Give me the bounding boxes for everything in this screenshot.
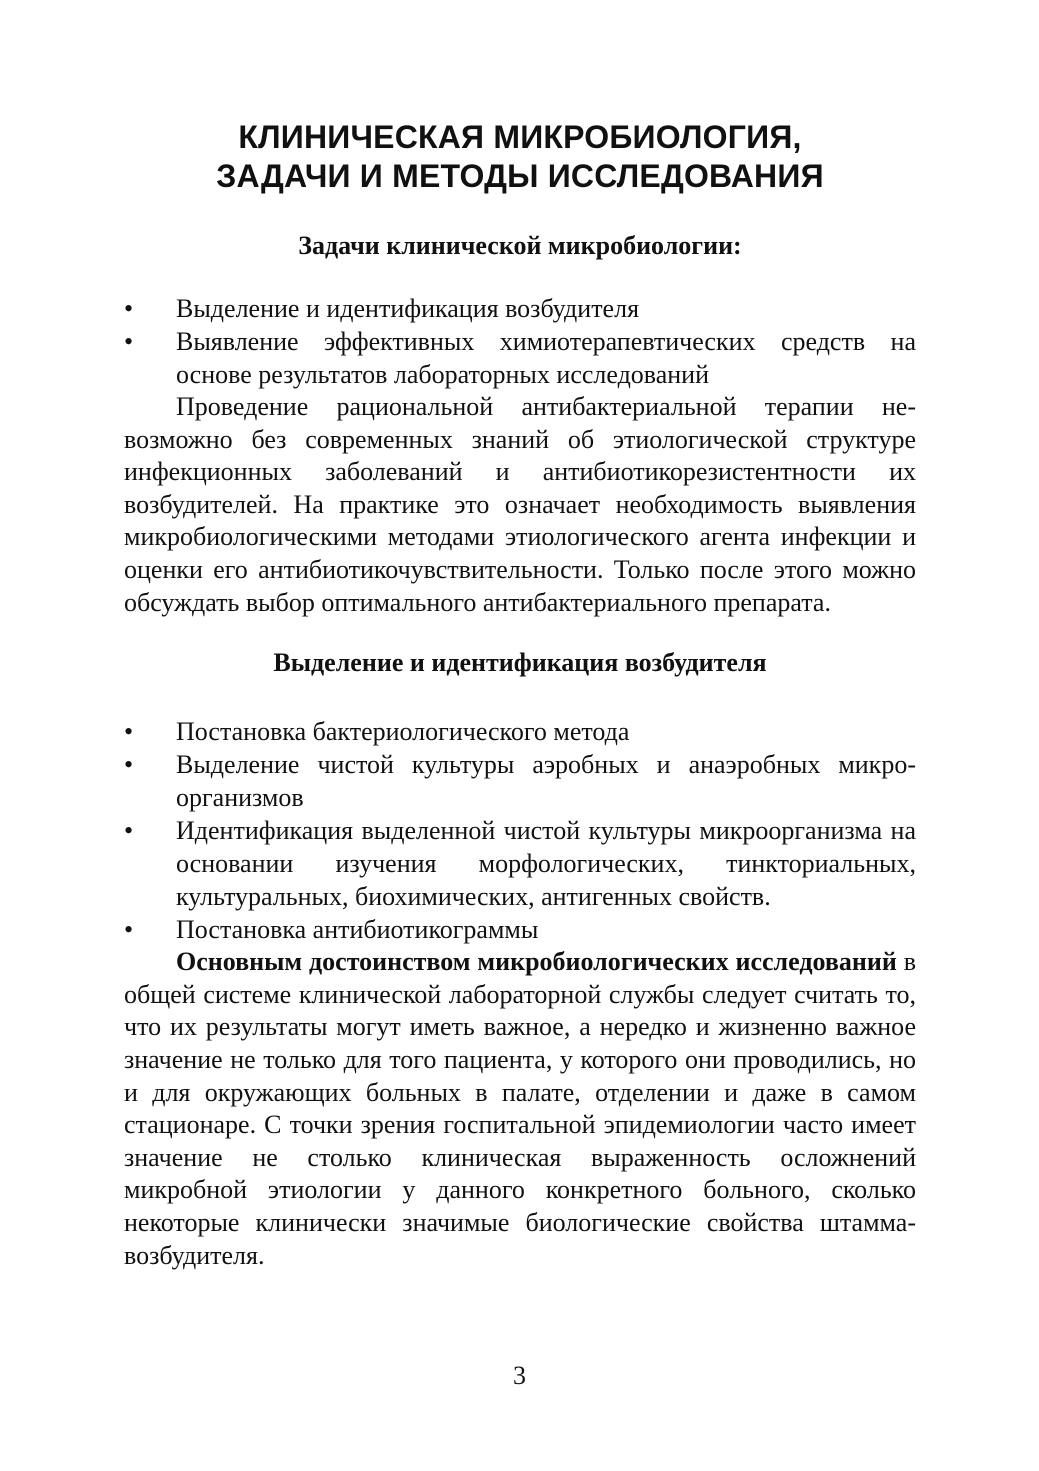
isolation-list <box>124 715 916 946</box>
paragraph-body: в общей системе клинической лабораторной службы следует считать то, что их результаты могут иметь важное, а нередко и жизненно важное значение не только для того пациента, у которого они проводились, но и для окружающих больных в палате, отделении и даже в самом стационаре. С точки зрения госпитальной эпидемиологии часто имеет значение не столько клиническая выраженность осложнений микробной этиологии у данного конкретного больного, сколько некоторые клинически значимые биологические свойства штамма-возбудителя. <box>124 947 916 1270</box>
paragraph-bold-lead: Основным достоинством микробиологических исследований <box>176 947 897 977</box>
title-line-1: КЛИНИЧЕСКАЯ МИКРОБИОЛОГИЯ, <box>238 119 802 155</box>
section-heading-tasks: Задачи клинической микробиологии: <box>298 231 742 260</box>
list-item <box>124 292 916 325</box>
page-title <box>124 118 916 196</box>
list-item <box>124 814 916 913</box>
list-item-text: Постановка бактериологического метода <box>176 717 630 747</box>
list-item-text: Идентификация выделенной чистой культуры микроорганизма на основании изучения морфологических, тинкториальных, культуральных, биохимических, антигенных свойств. <box>176 816 916 912</box>
tasks-list <box>124 292 916 391</box>
list-item-text: Выявление эффективных химиотерапевтических средств на основе результатов лабораторных исследований <box>176 327 916 389</box>
bullet-icon: • <box>124 717 134 747</box>
document-page <box>124 118 916 1272</box>
paragraph-therapy: Проведение рациональной антибактериальной терапии невозможно без современных знаний об этиологической структуре инфекционных заболеваний и антибиотикорезистентности их возбудителей. На практике это означает необходимость выявления микробиологическими методами этиологического агента инфекции и оценки его антибиотикочувствительности. Только после этого можно обсуждать выбор оптимального антибактериального препарата. <box>124 392 916 617</box>
title-line-2: ЗАДАЧИ И МЕТОДЫ ИССЛЕДОВАНИЯ <box>216 158 824 194</box>
list-item <box>124 325 916 391</box>
bullet-icon: • <box>124 816 134 846</box>
list-item-text: Выделение и идентификация возбудителя <box>176 294 640 323</box>
page-number: 3 <box>513 1361 526 1390</box>
bullet-icon: • <box>124 915 134 945</box>
list-item <box>124 913 916 946</box>
list-item <box>124 748 916 814</box>
list-item-text: Постановка антибиотикограммы <box>176 915 539 945</box>
bullet-icon: • <box>124 750 134 780</box>
list-item-text: Выделение чистой культуры аэробных и анаэробных микроорганизмов <box>176 750 916 813</box>
bullet-icon: • <box>124 294 134 323</box>
section-heading-isolation: Выделение и идентификация возбудителя <box>273 648 767 678</box>
paragraph-advantages <box>124 946 916 1272</box>
bullet-icon: • <box>124 327 134 356</box>
list-item <box>124 715 916 748</box>
